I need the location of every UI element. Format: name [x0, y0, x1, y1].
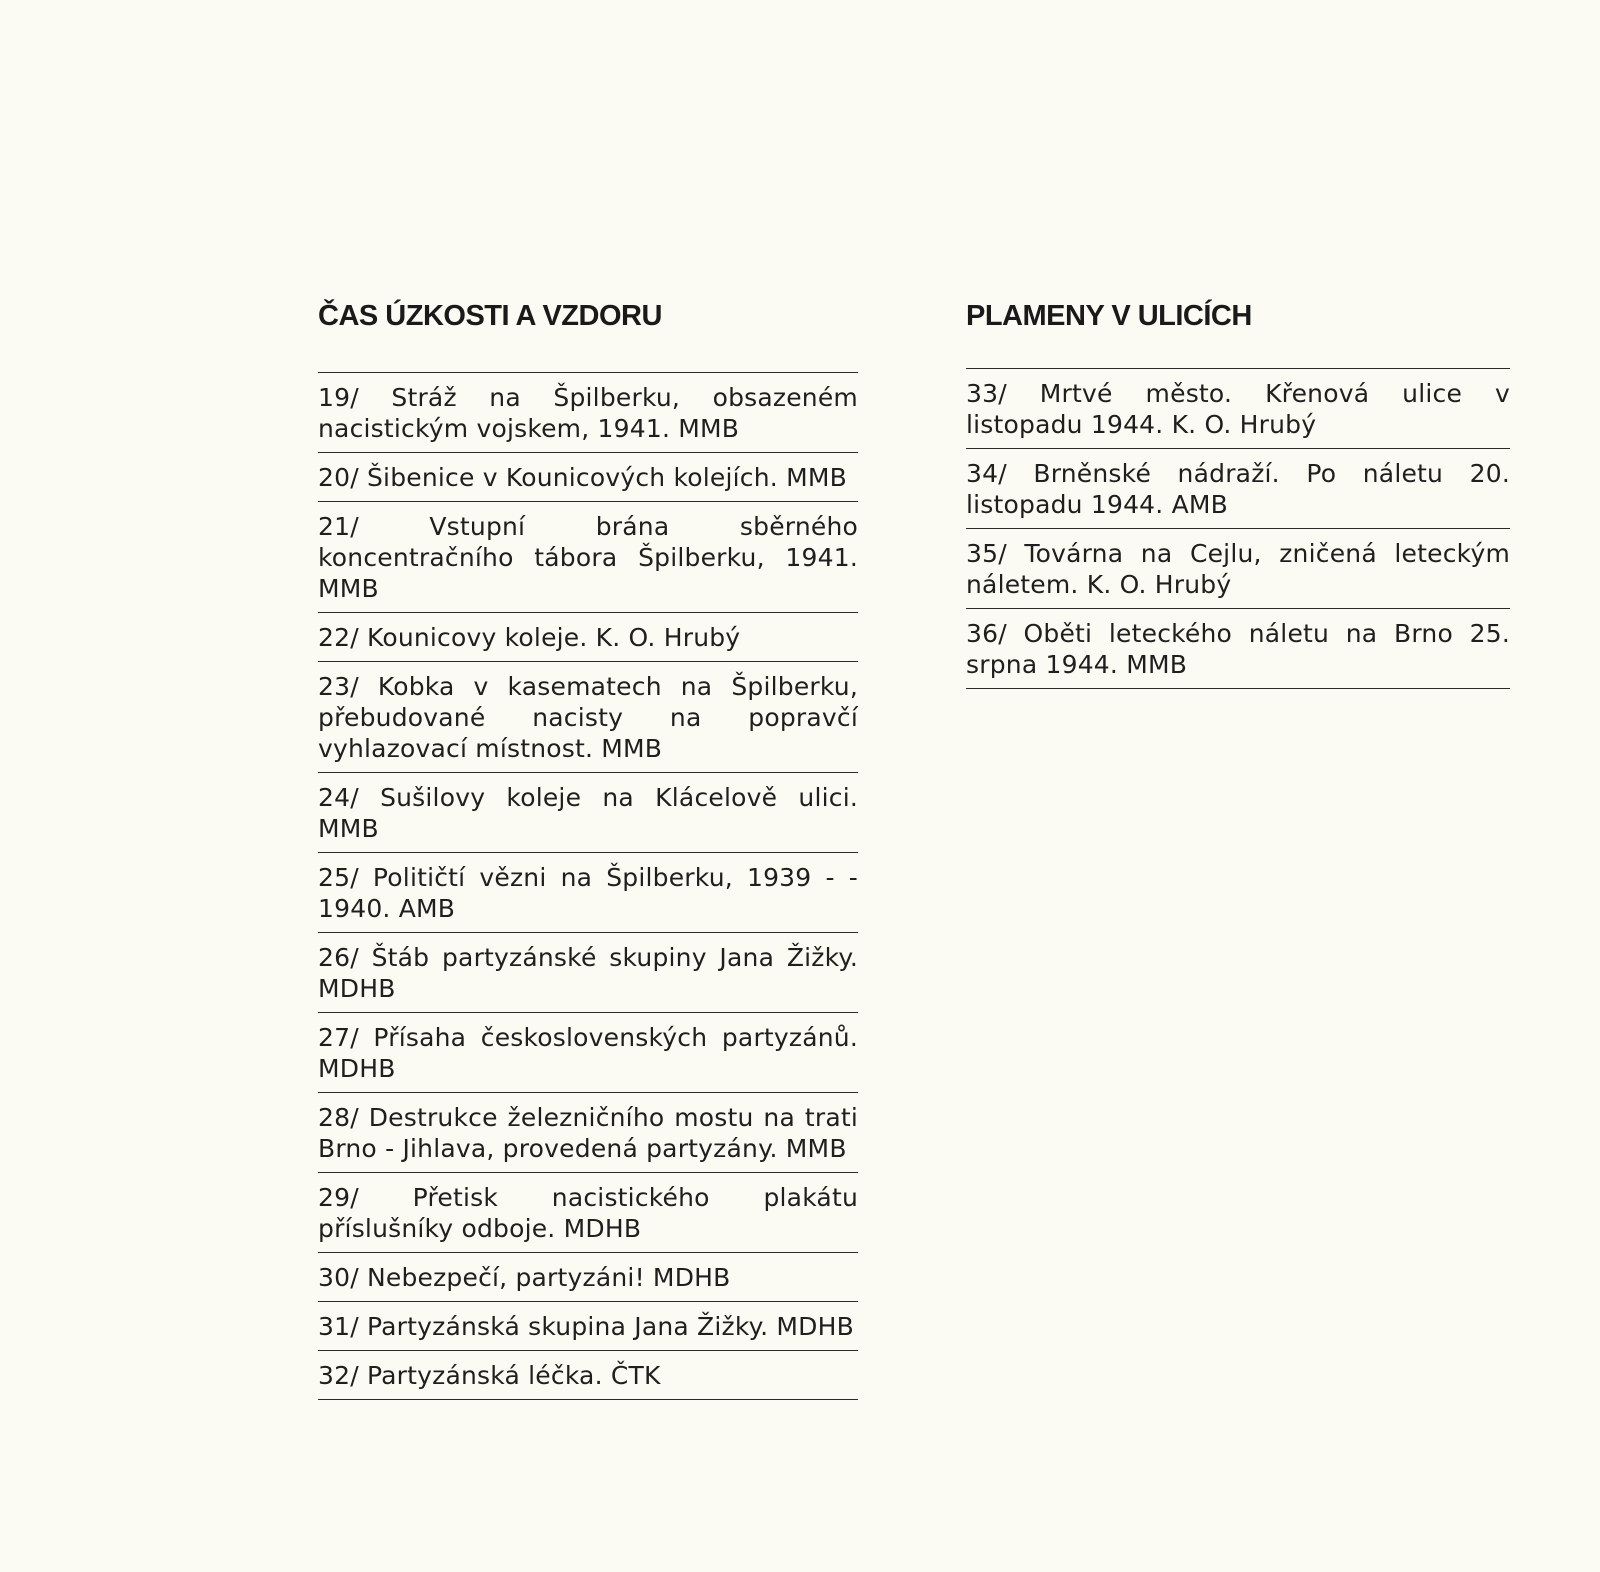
left-column-title: ČAS ÚZKOSTI A VZDORU [318, 300, 662, 332]
caption-entry: 20/ Šibenice v Kounicových kolejích. MMB [318, 453, 858, 502]
caption-entry: 28/ Destrukce železničního mostu na trati Brno - Jihlava, provedená partyzány. MMB [318, 1093, 858, 1173]
caption-entry: 27/ Přísaha československých partyzánů. MDHB [318, 1013, 858, 1093]
right-column [966, 296, 1510, 689]
right-entry-list [966, 368, 1510, 689]
caption-entry: 22/ Kounicovy koleje. K. O. Hrubý [318, 613, 858, 662]
right-column-title: PLAMENY V ULICÍCH [966, 300, 1252, 332]
left-column [318, 296, 858, 1400]
caption-entry: 34/ Brněnské nádraží. Po náletu 20. listopadu 1944. AMB [966, 449, 1510, 529]
caption-entry: 33/ Mrtvé město. Křenová ulice v listopadu 1944. K. O. Hrubý [966, 369, 1510, 449]
caption-entry: 26/ Štáb partyzánské skupiny Jana Žižky. MDHB [318, 933, 858, 1013]
caption-entry: 32/ Partyzánská léčka. ČTK [318, 1351, 858, 1400]
caption-entry: 24/ Sušilovy koleje na Klácelově ulici. MMB [318, 773, 858, 853]
caption-entry: 31/ Partyzánská skupina Jana Žižky. MDHB [318, 1302, 858, 1351]
caption-entry: 19/ Stráž na Špilberku, obsazeném nacistickým vojskem, 1941. MMB [318, 373, 858, 453]
caption-entry: 23/ Kobka v kasematech na Špilberku, přebudované nacisty na popravčí vyhlazovací místnost. MMB [318, 662, 858, 773]
caption-entry: 25/ Političtí vězni na Špilberku, 1939 - - 1940. AMB [318, 853, 858, 933]
caption-entry: 21/ Vstupní brána sběrného koncentračního tábora Špilberku, 1941. MMB [318, 502, 858, 613]
left-entry-list [318, 372, 858, 1400]
caption-entry: 29/ Přetisk nacistického plakátu příslušníky odboje. MDHB [318, 1173, 858, 1253]
caption-entry: 36/ Oběti leteckého náletu na Brno 25. srpna 1944. MMB [966, 609, 1510, 689]
caption-entry: 30/ Nebezpečí, partyzáni! MDHB [318, 1253, 858, 1302]
caption-entry: 35/ Továrna na Cejlu, zničená leteckým náletem. K. O. Hrubý [966, 529, 1510, 609]
